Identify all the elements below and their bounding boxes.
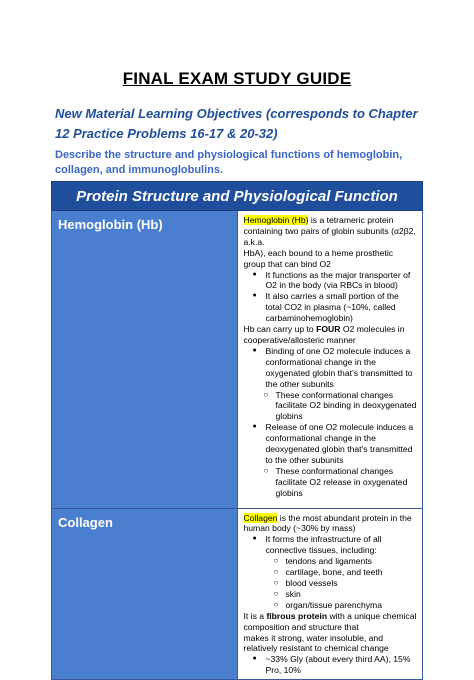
intro-text: is the most abundant protein in the human body (~30% by mass) <box>243 512 412 534</box>
table-header: Protein Structure and Physiological Function <box>52 182 423 211</box>
learning-objective: Describe the structure and physiological functions of hemoglobin, collagen, and immunoglobulins. <box>55 149 403 176</box>
carry-text-end: O2 molecules in cooperative/allosteric manner <box>243 324 405 345</box>
row-label-hemoglobin: Hemoglobin (Hb) <box>52 211 238 509</box>
collagen-strong: makes it strong, water insoluble, and relatively resistant to chemical change <box>243 632 389 654</box>
bullet-list <box>244 654 418 676</box>
highlighted-term: Hemoglobin (Hb) <box>243 215 309 225</box>
carry-bold: FOUR <box>316 324 341 335</box>
sub-list <box>244 556 418 611</box>
collagen-fibrous <box>244 611 418 633</box>
row-content-hemoglobin <box>237 211 423 509</box>
list-item: ● It functions as the major transporter of O2 in the body (via RBCs in blood) <box>244 270 418 292</box>
table-row <box>52 211 423 509</box>
table-row <box>52 508 423 680</box>
hemoglobin-intro-line2: HbA), each bound to a heme prosthetic group that can bind O2 <box>243 247 394 269</box>
sub-list-item: ○ skin <box>244 589 418 600</box>
fibrous-bold: fibrous protein <box>266 610 328 621</box>
section-subtitle: New Material Learning Objectives (corresponds to Chapter 12 Practice Problems 16-17 & 20-32) <box>55 106 418 141</box>
sub-list-item: ○ organ/tissue parenchyma <box>244 600 418 611</box>
list-item <box>244 422 418 498</box>
list-item: ● It forms the infrastructure of all connective tissues, including: <box>244 534 418 556</box>
bullet-list <box>244 346 418 499</box>
protein-table <box>51 181 423 680</box>
hemoglobin-carry <box>244 324 418 346</box>
sub-list-item: ○ These conformational changes facilitate O2 release in oxygenated globins <box>244 466 418 499</box>
fibrous-text-end: with a unique chemical composition and structure that <box>243 610 417 632</box>
row-content-collagen <box>237 508 423 680</box>
fibrous-text: It is a <box>243 610 267 621</box>
sub-list <box>244 466 418 499</box>
collagen-intro <box>244 513 418 535</box>
list-item: ● It also carries a small portion of the total CO2 in plasma (~10%, called carbaminohemoglobin) <box>244 291 418 324</box>
list-item-text: Release of one O2 molecule induces a conformational change in the deoxygenated globin that’s transmitted to the other subunits <box>265 422 414 465</box>
page-title: FINAL EXAM STUDY GUIDE <box>122 69 352 88</box>
sub-list-item: ○ cartilage, bone, and teeth <box>244 567 418 578</box>
sub-list-item: ○ tendons and ligaments <box>244 556 418 567</box>
sub-list-item: ○ blood vessels <box>244 578 418 589</box>
bullet-list <box>244 534 418 556</box>
list-item: ● ~33% Gly (about every third AA), 15% Pro, 10% <box>244 654 418 676</box>
carry-text: Hb can carry up to <box>243 324 317 335</box>
highlighted-term: Collagen <box>243 512 278 523</box>
list-item-text: Binding of one O2 molecule induces a conformational change in the oxygenated globin that’s transmitted to the other subunits <box>265 345 413 389</box>
intro-text: is a tetrameric protein containing two pairs of globin subunits (α2β2, a.k.a. <box>243 215 416 247</box>
list-item <box>244 346 418 422</box>
row-label-collagen: Collagen <box>52 508 238 680</box>
sub-list <box>244 390 418 423</box>
sub-list-item: ○ These conformational changes facilitate O2 binding in deoxygenated globins <box>244 390 418 423</box>
hemoglobin-intro <box>244 215 418 248</box>
bullet-list <box>244 270 418 325</box>
